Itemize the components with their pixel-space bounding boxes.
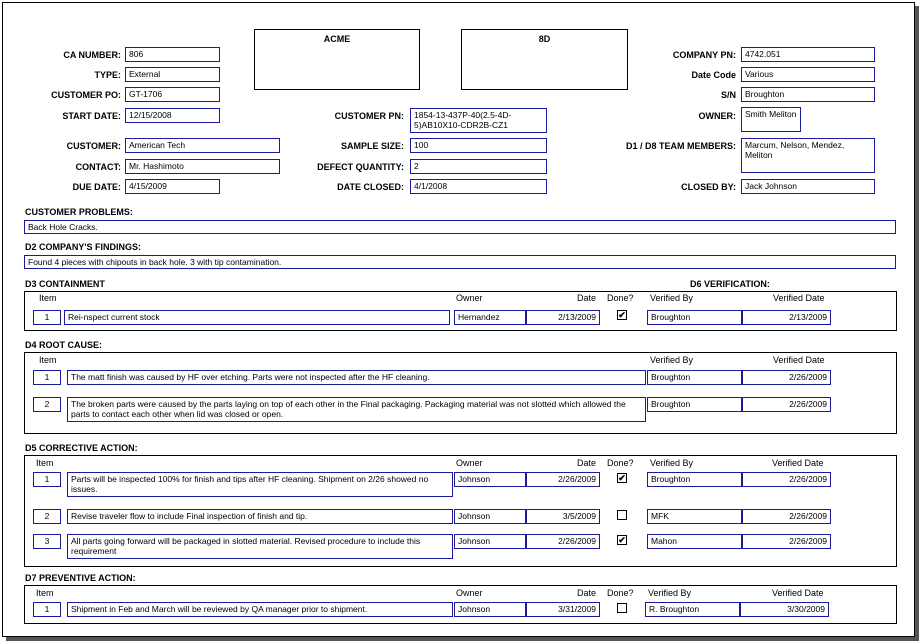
company-pn-field[interactable]: 4742.051 — [741, 47, 875, 62]
d5-row1-verified-date[interactable]: 2/26/2009 — [742, 472, 831, 487]
8d-logo-text: 8D — [538, 34, 551, 44]
d5-row3-item[interactable]: 3 — [33, 534, 61, 549]
d5-row2-verified-by[interactable]: MFK — [647, 509, 742, 524]
d7-item-header: Item — [36, 588, 54, 598]
team-members-label: D1 / D8 TEAM MEMBERS: — [625, 141, 736, 151]
d3-row1-done-checkbox[interactable]: ✔ — [618, 310, 626, 320]
d4-row1-verified-by[interactable]: Broughton — [647, 370, 742, 385]
d4-row2-verified-date[interactable]: 2/26/2009 — [742, 397, 831, 412]
closed-by-label: CLOSED BY: — [681, 182, 736, 192]
d5-row1-date[interactable]: 2/26/2009 — [526, 472, 600, 487]
d4-row2-cause[interactable]: The broken parts were caused by the parts laying on top of each other in the Final packaging. Packaging material was not slotted which allowed the parts to contact each other when lid was closed or open. — [67, 397, 646, 422]
d5-row3-date[interactable]: 2/26/2009 — [526, 534, 600, 549]
sn-label: S/N — [720, 90, 736, 100]
closed-by-field[interactable]: Jack Johnson — [741, 179, 875, 194]
d4-item-header: Item — [39, 355, 57, 365]
company-logo-text: ACME — [323, 34, 351, 44]
d3-date-header: Date — [577, 293, 597, 303]
customer-problems-title: CUSTOMER PROBLEMS: — [25, 207, 133, 217]
d3-row1-action[interactable]: Rei-nspect current stock — [64, 310, 450, 325]
customer-po-label: CUSTOMER PO: — [51, 90, 121, 100]
d3-item-header: Item — [39, 293, 57, 303]
ca-number-field[interactable]: 806 — [125, 47, 220, 62]
customer-problems-field[interactable]: Back Hole Cracks. — [24, 220, 896, 234]
owner-field[interactable]: Smith Meliton — [741, 107, 801, 132]
d5-row2-item[interactable]: 2 — [33, 509, 61, 524]
d5-row1-action[interactable]: Parts will be inspected 100% for finish and tips after HF cleaning. Shipment on 2/26 showed no issues. — [67, 472, 453, 497]
d7-verified-date-header: Verified Date — [772, 588, 824, 598]
d4-row1-item[interactable]: 1 — [33, 370, 61, 385]
d5-row3-done-checkbox[interactable]: ✔ — [618, 535, 626, 545]
defect-quantity-field[interactable]: 2 — [410, 159, 547, 174]
date-code-field[interactable]: Various — [741, 67, 875, 82]
customer-po-field[interactable]: GT-1706 — [125, 87, 220, 102]
d7-row1-owner[interactable]: Johnson — [454, 602, 526, 617]
d5-row1-done-checkbox[interactable]: ✔ — [618, 473, 626, 483]
d5-row2-action[interactable]: Revise traveler flow to include Final inspection of finish and tip. — [67, 509, 453, 524]
date-code-label: Date Code — [691, 70, 736, 80]
customer-label: CUSTOMER: — [66, 141, 121, 151]
d5-row1-item[interactable]: 1 — [33, 472, 61, 487]
company-logo-box — [254, 29, 420, 90]
d4-verified-by-header: Verified By — [650, 355, 694, 365]
d4-row1-verified-date[interactable]: 2/26/2009 — [742, 370, 831, 385]
d7-owner-header: Owner — [456, 588, 483, 598]
sn-field[interactable]: Broughton — [741, 87, 875, 102]
type-field[interactable]: External — [125, 67, 220, 82]
d4-row2-verified-by[interactable]: Broughton — [647, 397, 742, 412]
d5-row2-date[interactable]: 3/5/2009 — [526, 509, 600, 524]
8d-logo-box — [461, 29, 628, 90]
findings-title: D2 COMPANY'S FINDINGS: — [25, 242, 141, 252]
d5-verified-date-header: Verified Date — [772, 458, 824, 468]
due-date-field[interactable]: 4/15/2009 — [125, 179, 220, 194]
d7-row1-action[interactable]: Shipment in Feb and March will be reviewed by QA manager prior to shipment. — [67, 602, 453, 617]
d3-verified-date-header: Verified Date — [773, 293, 825, 303]
d3-row1-verified-date[interactable]: 2/13/2009 — [742, 310, 831, 325]
d5-row2-done-checkbox[interactable] — [617, 510, 627, 520]
d5-row3-action[interactable]: All parts going forward will be packaged in slotted material. Revised procedure to include this requirement — [67, 534, 453, 559]
sample-size-label: SAMPLE SIZE: — [340, 141, 404, 151]
customer-pn-label: CUSTOMER PN: — [334, 111, 404, 121]
d5-row3-owner[interactable]: Johnson — [454, 534, 526, 549]
d5-row3-verified-date[interactable]: 2/26/2009 — [742, 534, 831, 549]
d7-row1-verified-by[interactable]: R. Broughton — [645, 602, 740, 617]
d4-verified-date-header: Verified Date — [773, 355, 825, 365]
d5-row2-owner[interactable]: Johnson — [454, 509, 526, 524]
customer-pn-field[interactable]: 1854-13-437P-40(2.5-4D-5)AB10X10-CDR2B-CZ1 — [410, 108, 547, 133]
owner-label: OWNER: — [698, 111, 736, 121]
d7-date-header: Date — [577, 588, 597, 598]
d5-date-header: Date — [577, 458, 597, 468]
start-date-label: START DATE: — [62, 111, 121, 121]
d7-done-header: Done? — [607, 588, 634, 598]
d5-owner-header: Owner — [456, 458, 483, 468]
d5-row1-verified-by[interactable]: Broughton — [647, 472, 742, 487]
company-pn-label: COMPANY PN: — [672, 50, 736, 60]
d4-row1-cause[interactable]: The matt finish was caused by HF over etching. Parts were not inspected after the HF cleaning. — [67, 370, 646, 385]
d7-row1-item[interactable]: 1 — [33, 602, 61, 617]
date-closed-field[interactable]: 4/1/2008 — [410, 179, 547, 194]
due-date-label: DUE DATE: — [72, 182, 121, 192]
d5-done-header: Done? — [607, 458, 634, 468]
d5-row1-owner[interactable]: Johnson — [454, 472, 526, 487]
d7-row1-done-checkbox[interactable] — [617, 603, 627, 613]
d3-row1-verified-by[interactable]: Broughton — [647, 310, 742, 325]
d7-row1-date[interactable]: 3/31/2009 — [526, 602, 600, 617]
d5-row2-verified-date[interactable]: 2/26/2009 — [742, 509, 831, 524]
customer-field[interactable]: American Tech — [125, 138, 280, 153]
d5-title: D5 CORRECTIVE ACTION: — [25, 443, 138, 453]
d7-verified-by-header: Verified By — [648, 588, 692, 598]
d3-verified-by-header: Verified By — [650, 293, 694, 303]
d3-row1-owner[interactable]: Hernandez — [454, 310, 526, 325]
date-closed-label: DATE CLOSED: — [337, 182, 404, 192]
d3-done-header: Done? — [607, 293, 634, 303]
start-date-field[interactable]: 12/15/2008 — [125, 108, 220, 123]
contact-label: CONTACT: — [75, 162, 121, 172]
d5-item-header: Item — [36, 458, 54, 468]
d3-row1-item[interactable]: 1 — [33, 310, 61, 325]
d6-title: D6 VERIFICATION: — [690, 279, 770, 289]
team-members-field[interactable]: Marcum, Nelson, Mendez, Meliton — [741, 138, 875, 173]
ca-number-label: CA NUMBER: — [63, 50, 121, 60]
d4-row2-item[interactable]: 2 — [33, 397, 61, 412]
d5-row3-verified-by[interactable]: Mahon — [647, 534, 742, 549]
d5-verified-by-header: Verified By — [650, 458, 694, 468]
d4-title: D4 ROOT CAUSE: — [25, 340, 103, 350]
d3-owner-header: Owner — [456, 293, 483, 303]
findings-field[interactable]: Found 4 pieces with chipouts in back hole. 3 with tip contamination. — [24, 255, 896, 269]
contact-field[interactable]: Mr. Hashimoto — [125, 159, 280, 174]
d3-row1-date[interactable]: 2/13/2009 — [526, 310, 600, 325]
type-label: TYPE: — [94, 70, 121, 80]
sample-size-field[interactable]: 100 — [410, 138, 547, 153]
d3-title: D3 CONTAINMENT — [25, 279, 105, 289]
d7-row1-verified-date[interactable]: 3/30/2009 — [740, 602, 829, 617]
d7-title: D7 PREVENTIVE ACTION: — [25, 573, 136, 583]
defect-quantity-label: DEFECT QUANTITY: — [317, 162, 404, 172]
